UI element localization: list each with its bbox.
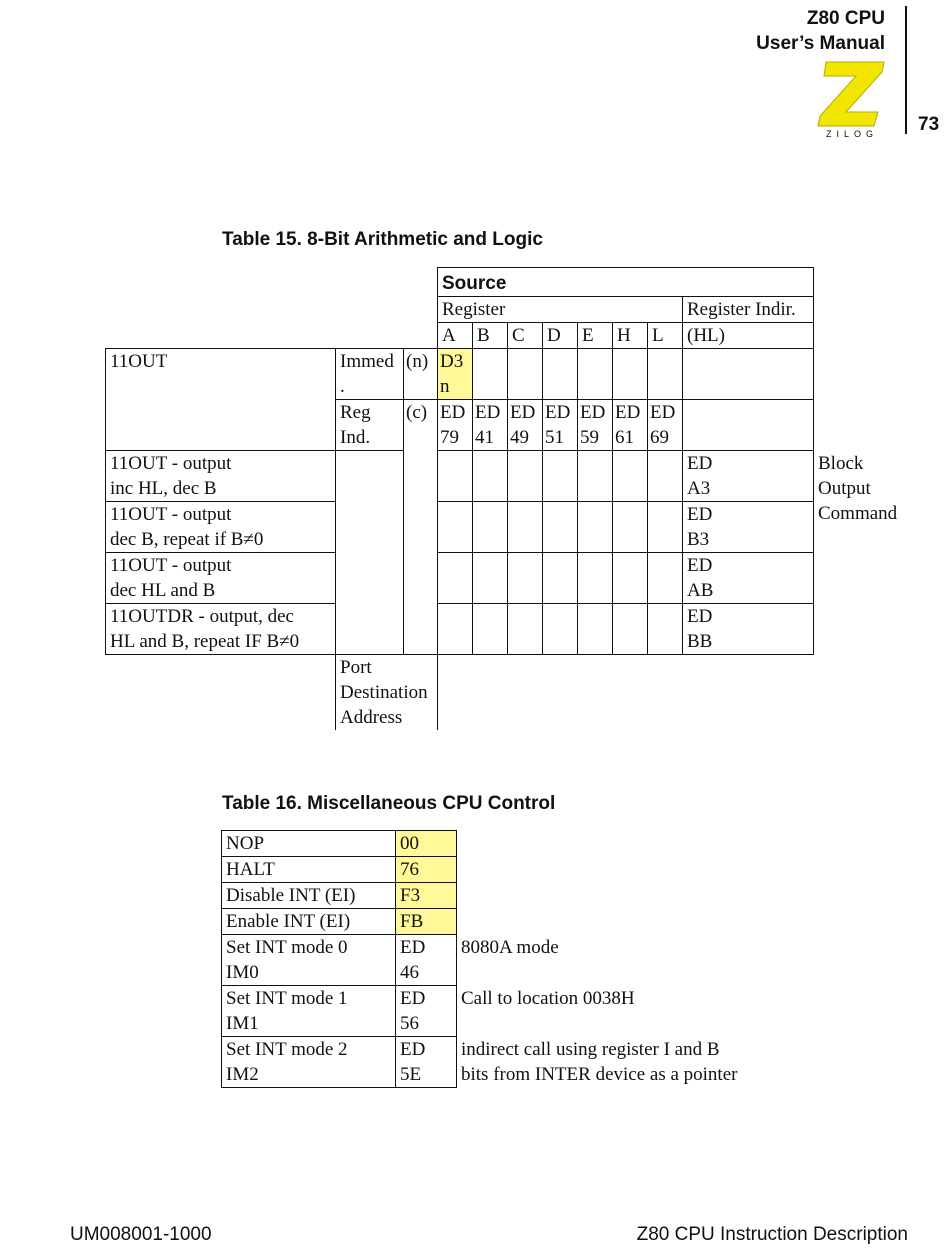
im1-note: Call to location 0038H: [461, 987, 635, 1009]
col-b: B: [473, 323, 508, 349]
reg-code-a: ED 79: [438, 400, 473, 451]
im2-note: indirect call using register I and B bits from INTER device as a pointer: [461, 1038, 738, 1085]
source-header: Source: [438, 268, 814, 297]
header-rule: [905, 6, 907, 134]
table16-caption: Table 16. Miscellaneous CPU Control: [222, 793, 556, 814]
nop-label: NOP: [222, 831, 396, 857]
col-e: E: [578, 323, 613, 349]
table-row: [106, 502, 909, 553]
table-row: [222, 857, 787, 883]
col-h: H: [613, 323, 648, 349]
table-row: [222, 909, 787, 935]
ei-label: Enable INT (EI): [222, 909, 396, 935]
halt-label: HALT: [222, 857, 396, 883]
immed-code: D3 n: [438, 349, 473, 400]
reg-code-d: ED 51: [543, 400, 578, 451]
register-header: Register: [438, 297, 683, 323]
outi-code: ED A3: [683, 451, 814, 502]
register-indir-header: Register Indir.: [683, 297, 814, 323]
table-row: [222, 831, 787, 857]
halt-code: 76: [396, 857, 457, 883]
table-row: [106, 553, 909, 604]
outd-code: ED AB: [683, 553, 814, 604]
header-title: [756, 6, 885, 56]
block-output-note: Block Output Command: [818, 452, 898, 524]
reg-code-c: ED 49: [508, 400, 543, 451]
logo-wordmark: ZILOG: [825, 129, 879, 138]
table-row: [222, 986, 787, 1037]
table15: [105, 267, 909, 730]
di-code: F3: [396, 883, 457, 909]
header-product: Z80 CPU: [806, 8, 885, 29]
di-label: Disable INT (EI): [222, 883, 396, 909]
reg-code-l: ED 69: [648, 400, 683, 451]
table-row: [222, 935, 787, 986]
im1-label: Set INT mode 1 IM1: [222, 986, 396, 1037]
outi-label: 11OUT - output inc HL, dec B: [106, 451, 336, 502]
reg-label: Reg Ind.: [336, 400, 404, 451]
ei-code: FB: [396, 909, 457, 935]
reg-code-h: ED 61: [613, 400, 648, 451]
reg-code-b: ED 41: [473, 400, 508, 451]
otdr-label: 11OUTDR - output, dec HL and B, repeat IF B≠0: [106, 604, 336, 655]
col-a: A: [438, 323, 473, 349]
out-label: 11OUT: [106, 349, 336, 451]
col-d: D: [543, 323, 578, 349]
immed-operand: (n): [404, 349, 438, 400]
otdr-code: ED BB: [683, 604, 814, 655]
zilog-logo: [816, 60, 888, 138]
im0-label: Set INT mode 0 IM0: [222, 935, 396, 986]
footer-doc-id: UM008001-1000: [70, 1224, 212, 1245]
col-c: C: [508, 323, 543, 349]
nop-code: 00: [396, 831, 457, 857]
table-row: [106, 349, 909, 400]
table-row: [222, 1037, 787, 1088]
table-row: [106, 604, 909, 655]
port-destination-label: Port Destination Address: [336, 655, 438, 731]
reg-operand: (c): [404, 400, 438, 655]
im2-code: ED 5E: [396, 1037, 457, 1088]
immed-label: Immed .: [336, 349, 404, 400]
col-l: L: [648, 323, 683, 349]
col-hl: (HL): [683, 323, 814, 349]
header-manual: User’s Manual: [756, 33, 885, 54]
im1-code: ED 56: [396, 986, 457, 1037]
im0-note: 8080A mode: [461, 936, 559, 958]
table-row: [106, 451, 909, 502]
page-number: 73: [918, 114, 940, 135]
table-row: [106, 655, 909, 731]
table-row: [222, 883, 787, 909]
table16: [221, 830, 787, 1088]
otir-code: ED B3: [683, 502, 814, 553]
otir-label: 11OUT - output dec B, repeat if B≠0: [106, 502, 336, 553]
table15-caption: Table 15. 8-Bit Arithmetic and Logic: [222, 229, 543, 250]
reg-code-e: ED 59: [578, 400, 613, 451]
im0-code: ED 46: [396, 935, 457, 986]
outd-label: 11OUT - output dec HL and B: [106, 553, 336, 604]
im2-label: Set INT mode 2 IM2: [222, 1037, 396, 1088]
footer-section: Z80 CPU Instruction Description: [636, 1224, 908, 1245]
